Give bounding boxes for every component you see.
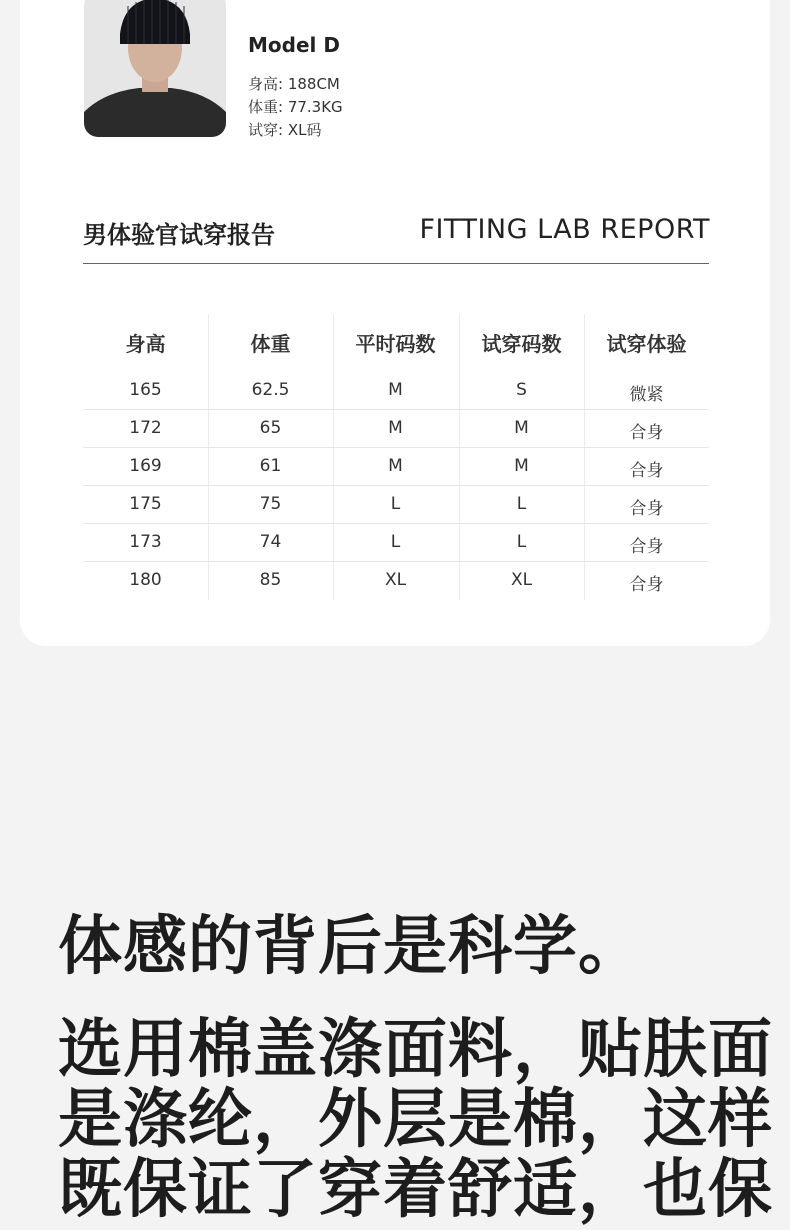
cell-height: 165 [129,380,162,400]
title-divider [83,263,709,264]
cell-fit: 微紧 [629,385,664,405]
table-row [83,372,709,410]
report-title-en: FITTING LAB REPORT [419,214,710,245]
header-usual-size: 平时码数 [355,332,436,356]
model-height: 身高: 188CM [248,75,340,93]
model-fit-size: 试穿: XL码 [248,121,322,139]
model-photo [84,0,226,137]
cell-tried-size: S [516,380,527,400]
cell-fit: 合身 [629,423,664,443]
cell-height: 175 [129,494,162,514]
cell-height: 180 [129,570,162,590]
cell-usual-size: XL [384,570,407,590]
paragraph-line: 选用棉盖涤面料，贴肤面 [58,1013,773,1087]
paragraph-line: 既保证了穿着舒适，也保 [58,1153,773,1227]
cell-weight: 61 [259,456,282,476]
header-tried-size: 试穿码数 [481,332,562,356]
cell-fit: 合身 [629,499,664,519]
cell-usual-size: M [388,418,403,438]
cell-tried-size: L [516,532,527,552]
cell-weight: 65 [259,418,282,438]
cell-weight: 74 [259,532,282,552]
cell-usual-size: L [390,494,401,514]
paragraph-line: 是涤纶，外层是棉，这样 [58,1083,773,1157]
cell-weight: 62.5 [251,380,290,400]
report-title-cn: 男体验官试穿报告 [83,221,275,249]
header-height: 身高 [125,332,166,356]
cell-fit: 合身 [629,461,664,481]
model-weight: 体重: 77.3KG [248,98,343,116]
cell-height: 173 [129,532,162,552]
cell-tried-size: XL [510,570,533,590]
section-headline: 体感的背后是科学。 [58,910,643,984]
cell-usual-size: M [388,456,403,476]
table-header [83,314,709,372]
cell-usual-size: L [390,532,401,552]
cell-tried-size: M [514,456,529,476]
cell-fit: 合身 [629,537,664,557]
table-row [83,562,709,600]
cell-fit: 合身 [629,575,664,595]
model-portrait-image [84,0,226,137]
header-weight: 体重 [250,332,291,356]
table-row [83,486,709,524]
cell-usual-size: M [388,380,403,400]
cell-tried-size: M [514,418,529,438]
cell-weight: 85 [259,570,282,590]
cell-tried-size: L [516,494,527,514]
table-row [83,524,709,562]
header-fit-experience: 试穿体验 [606,332,687,356]
model-name: Model D [248,33,340,57]
cell-height: 172 [129,418,162,438]
table-row [83,448,709,486]
cell-height: 169 [129,456,162,476]
table-row [83,410,709,448]
cell-weight: 75 [259,494,282,514]
